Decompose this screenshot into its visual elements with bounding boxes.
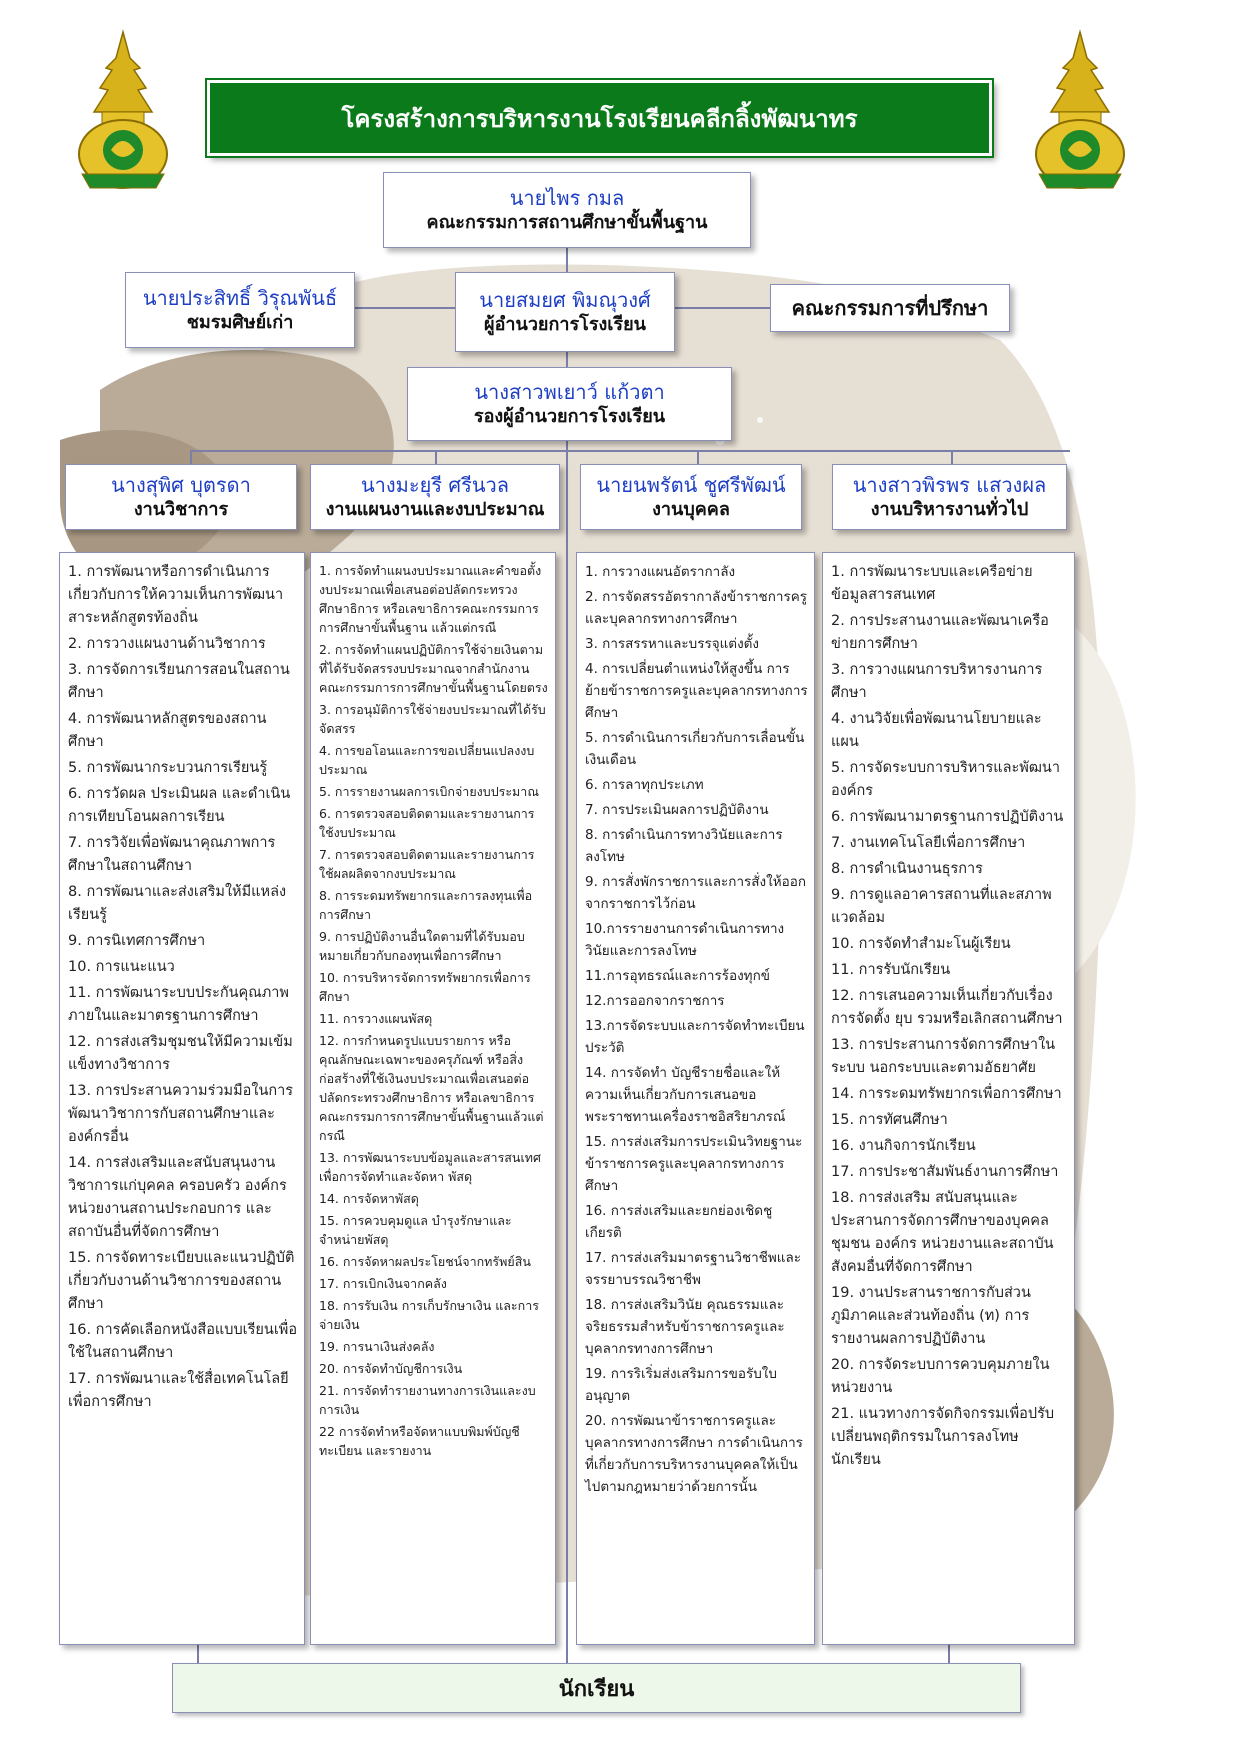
task-item: 9. การดูแลอาคารสถานที่และสภาพแวดล้อม xyxy=(831,887,1052,926)
alumni-box xyxy=(125,272,355,348)
task-item: 10.การรายงานการดำเนินการทางวินัยและการลงโทษ xyxy=(585,921,785,959)
dept-role: งานวิชาการ xyxy=(133,498,229,520)
task-item: 5. การพัฒนากระบวนการเรียนรู้ xyxy=(68,760,268,776)
task-item: 20. การจัดระบบการควบคุมภายในหน่วยงาน xyxy=(831,1357,1050,1396)
task-item: 15. การส่งเสริมการประเมินวิทยฐานะข้าราชการครูและบุคลากรทางการศึกษา xyxy=(585,1134,803,1194)
task-item: 13.การจัดระบบและการจัดทำทะเบียนประวัติ xyxy=(585,1018,805,1056)
task-item: 18. การส่งเสริมวินัย คุณธรรมและจริยธรรมสำหรับข้าราชการครูและบุคลากรทางการศึกษา xyxy=(585,1297,785,1357)
emblem-icon xyxy=(68,28,178,198)
task-item: 17. การส่งเสริมมาตรฐานวิชาชีพและจรรยาบรรณวิชาชีพ xyxy=(585,1250,801,1288)
dept-header-general xyxy=(832,464,1067,530)
task-item: 15. การทัศนศึกษา xyxy=(831,1112,948,1128)
director-box xyxy=(455,272,675,352)
task-item: 11. การพัฒนาระบบประกันคุณภาพภายในและมาตรฐานการศึกษา xyxy=(68,985,289,1024)
task-item: 8. การระดมทรัพยากรและการลงทุนเพื่อการศึกษา xyxy=(319,888,533,922)
dept-list-budget xyxy=(310,552,556,1645)
task-item: 17. การประชาสัมพันธ์งานการศึกษา xyxy=(831,1164,1059,1180)
connector-dept-3 xyxy=(697,450,699,465)
dept-header-budget xyxy=(310,464,560,530)
task-item: 8. การดำเนินการทางวินัยและการลงโทษ xyxy=(585,827,783,865)
task-item: 3. การอนุมัติการใช้จ่ายงบประมาณที่ได้รับจัดสรร xyxy=(319,702,546,736)
task-item: 20. การพัฒนาข้าราชการครูและบุคลากรทางการศึกษา การดำเนินการที่เกี่ยวกับการบริหารงานบุคคลให้เป็นไปตามกฎหมายว่าด้วยการนั้น xyxy=(585,1413,803,1495)
task-item: 7. การตรวจสอบติดตามและรายงานการใช้ผลผลิตจากงบประมาณ xyxy=(319,847,535,881)
task-item: 17. การพัฒนาและใช้สื่อเทคโนโลยีเพื่อการศึกษา xyxy=(68,1371,289,1410)
dept-role: งานบริหารงานทั่วไป xyxy=(870,498,1029,520)
dept-role: งานบุคคล xyxy=(652,498,730,520)
alumni-role: ชมรมศิษย์เก่า xyxy=(186,311,294,333)
task-item: 16. การคัดเลือกหนังสือแบบเรียนเพื่อใช้ในสถานศึกษา xyxy=(68,1322,298,1361)
task-item: 9. การปฏิบัติงานอื่นใดตามที่ได้รับมอบหมายเกี่ยวกับกองทุนเพื่อการศึกษา xyxy=(319,929,525,963)
task-item: 8. การพัฒนาและส่งเสริมให้มีแหล่งเรียนรู้ xyxy=(68,884,287,923)
task-item: 16. งานกิจการนักเรียน xyxy=(831,1138,976,1154)
dept-name: นายนพรัตน์ ชูศรีพัฒน์ xyxy=(596,472,786,497)
task-item: 14. การจัดทำ บัญชีรายชื่อและให้ความเห็นเกี่ยวกับการเสนอขอพระราชทานเครื่องราชอิสริยาภรณ์ xyxy=(585,1065,786,1125)
dept-name: นางสุพิศ บุตรดา xyxy=(111,472,251,497)
task-item: 20. การจัดทำบัญชีการเงิน xyxy=(319,1361,463,1376)
task-item: 2. การจัดสรรอัตรากาลังข้าราชการครูและบุคลากรทางการศึกษา xyxy=(585,589,808,627)
task-item: 13. การประสานการจัดการศึกษาในระบบ นอกระบบและตามอัธยาศัย xyxy=(831,1037,1056,1076)
task-item: 17. การเบิกเงินจากคลัง xyxy=(319,1276,447,1291)
task-item: 4. การเปลี่ยนตำแหน่งให้สูงขึ้น การย้ายข้าราชการครูและบุคลากรทางการศึกษา xyxy=(585,661,808,721)
task-item: 12.การออกจากราชการ xyxy=(585,993,725,1009)
dept-list-academic xyxy=(59,552,305,1645)
task-item: 10. การจัดทำสำมะโนผู้เรียน xyxy=(831,936,1011,952)
task-item: 3. การสรรหาและบรรจุแต่งตั้ง xyxy=(585,636,760,652)
task-item: 5. การดำเนินการเกี่ยวกับการเลื่อนขั้นเงินเดือน xyxy=(585,730,805,768)
task-item: 9. การสั่งพักราชการและการสั่งให้ออกจากราชการไว้ก่อน xyxy=(585,874,807,912)
task-item: 12. การเสนอความเห็นเกี่ยวกับเรื่องการจัดตั้ง ยุบ รวมหรือเลิกสถานศึกษา xyxy=(831,988,1063,1027)
connector-trunk xyxy=(566,248,568,1663)
dept-list-general xyxy=(822,552,1075,1645)
task-item: 16. การส่งเสริมและยกย่องเชิดชูเกียรติ xyxy=(585,1203,773,1241)
task-item: 6. การลาทุกประเภท xyxy=(585,777,704,793)
page-title: โครงสร้างการบริหารงานโรงเรียนคลีกลิ้งพัฒนาทร xyxy=(207,80,992,156)
task-item: 8. การดำเนินงานธุรการ xyxy=(831,861,983,877)
task-item: 4. การขอโอนและการขอเปลี่ยนแปลงงบประมาณ xyxy=(319,743,535,777)
task-item: 11.การอุทธรณ์และการร้องทุกข์ xyxy=(585,968,770,984)
connector-dept-1 xyxy=(190,450,192,465)
task-item: 18. การส่งเสริม สนับสนุนและประสานการจัดการศึกษาของบุคคล ชุมชน องค์กร หน่วยงานและสถาบันสังคมอื่นที่จัดการศึกษา xyxy=(831,1190,1054,1275)
task-item: 12. การกำหนดรูปแบบรายการ หรือคุณลักษณะเฉพาะของครุภัณฑ์ หรือสิ่งก่อสร้างที่ใช้เงินงบประมาณเพื่อเสนอต่อปลัดกระทรวงศึกษาธิการ หรือเลขาธิการคณะกรรมการการศึกษาขั้นพื้นฐานแล้วแต่กรณี xyxy=(319,1033,544,1143)
task-item: 6. การวัดผล ประเมินผล และดำเนินการเทียบโอนผลการเรียน xyxy=(68,786,291,825)
task-item: 3. การจัดการเรียนการสอนในสถานศึกษา xyxy=(68,662,290,701)
task-item: 14. การจัดหาพัสดุ xyxy=(319,1191,419,1206)
advisory-box: คณะกรรมการที่ปรึกษา xyxy=(770,284,1010,332)
board-role: คณะกรรมการสถานศึกษาขั้นพื้นฐาน xyxy=(426,211,708,233)
task-item: 10. การบริหารจัดการทรัพยากรเพื่อการศึกษา xyxy=(319,970,531,1004)
deputy-box xyxy=(407,367,732,441)
task-item: 7. งานเทคโนโลยีเพื่อการศึกษา xyxy=(831,835,1026,851)
task-item: 12. การส่งเสริมชุมชนให้มีความเข้มแข็งทางวิชาการ xyxy=(68,1034,293,1073)
dept-name: นางมะยุรี ศรีนวล xyxy=(360,472,509,497)
students-box: นักเรียน xyxy=(172,1663,1021,1713)
task-item: 7. การประเมินผลการปฏิบัติงาน xyxy=(585,802,769,818)
connector-dept-4 xyxy=(951,450,953,465)
task-item: 16. การจัดหาผลประโยชน์จากทรัพย์สิน xyxy=(319,1254,531,1269)
task-item: 15. การควบคุมดูแล บำรุงรักษาและจำหน่ายพัสดุ xyxy=(319,1213,512,1247)
connector-advisory xyxy=(675,307,770,309)
task-item: 18. การรับเงิน การเก็บรักษาเงิน และการจ่ายเงิน xyxy=(319,1298,539,1332)
task-item: 9. การนิเทศการศึกษา xyxy=(68,933,206,949)
dept-header-personnel xyxy=(580,464,802,530)
task-item: 21. แนวทางการจัดกิจกรรมเพื่อปรับเปลี่ยนพฤติกรรมในการลงโทษนักเรียน xyxy=(831,1406,1055,1468)
task-item: 11. การรับนักเรียน xyxy=(831,962,951,978)
task-item: 1. การจัดทำแผนงบประมาณและคำขอตั้งงบประมาณเพื่อเสนอต่อปลัดกระทรวงศึกษาธิการ หรือเลขาธิการคณะกรรมการการศึกษาขั้นพื้นฐาน แล้วแต่กรณี xyxy=(319,563,542,635)
connector-alumni xyxy=(355,307,455,309)
task-item: 2. การประสานงานและพัฒนาเครือข่ายการศึกษา xyxy=(831,613,1049,652)
emblem-left xyxy=(68,28,178,198)
director-name: นายสมยศ พิมณุวงศ์ xyxy=(479,287,651,312)
task-item: 19. การนาเงินส่งคลัง xyxy=(319,1339,435,1354)
connector-dept-2 xyxy=(435,450,437,465)
task-item: 13. การพัฒนาระบบข้อมูลและสารสนเทศเพื่อการจัดทำและจัดหา พัสดุ xyxy=(319,1150,541,1184)
task-item: 14. การระดมทรัพยากรเพื่อการศึกษา xyxy=(831,1086,1062,1102)
task-item: 1. การวางแผนอัตรากาลัง xyxy=(585,564,736,580)
task-item: 10. การแนะแนว xyxy=(68,959,175,975)
task-item: 1. การพัฒนาหรือการดำเนินการเกี่ยวกับการให้ความเห็นการพัฒนาสาระหลักสูตรท้องถิ่น xyxy=(68,564,284,626)
task-item: 22 การจัดทำหรือจัดหาแบบพิมพ์บัญชีทะเบียน และรายงาน xyxy=(319,1424,520,1458)
task-item: 21. การจัดทำรายงานทางการเงินและงบการเงิน xyxy=(319,1383,536,1417)
deputy-name: นางสาวพเยาว์ แก้วตา xyxy=(474,379,665,404)
task-item: 5. การรายงานผลการเบิกจ่ายงบประมาณ xyxy=(319,784,539,799)
task-item: 1. การพัฒนาระบบและเครือข่ายข้อมูลสารสนเทศ xyxy=(831,564,1033,603)
connector-departments xyxy=(190,450,1070,452)
task-item: 19. งานประสานราชการกับส่วนภูมิภาคและส่วนท้องถิ่น (ท) การรายงานผลการปฏิบัติงาน xyxy=(831,1285,1031,1347)
task-item: 11. การวางแผนพัสดุ xyxy=(319,1011,433,1026)
task-item: 4. งานวิจัยเพื่อพัฒนานโยบายและแผน xyxy=(831,711,1042,750)
dept-list-personnel xyxy=(576,552,815,1645)
dept-role: งานแผนงานและงบประมาณ xyxy=(325,498,545,520)
task-item: 3. การวางแผนการบริหารงานการศึกษา xyxy=(831,662,1043,701)
dept-name: นางสาวพิรพร แสวงผล xyxy=(852,472,1047,497)
task-item: 6. การพัฒนามาตรฐานการปฏิบัติงาน xyxy=(831,809,1064,825)
task-item: 2. การวางแผนงานด้านวิชาการ xyxy=(68,636,266,652)
task-item: 14. การส่งเสริมและสนับสนุนงานวิชาการแก่บุคคล ครอบครัว องค์กร หน่วยงานสถานประกอบการ และสถาบันอื่นที่จัดการศึกษา xyxy=(68,1155,287,1240)
director-role: ผู้อำนวยการโรงเรียน xyxy=(484,313,646,335)
emblem-icon xyxy=(1025,28,1135,198)
emblem-right xyxy=(1025,28,1135,198)
task-item: 15. การจัดทาระเบียบและแนวปฏิบัติเกี่ยวกับงานด้านวิชาการของสถานศึกษา xyxy=(68,1250,295,1312)
task-item: 13. การประสานความร่วมมือในการพัฒนาวิชาการกับสถานศึกษาและองค์กรอื่น xyxy=(68,1083,294,1145)
deputy-role: รองผู้อำนวยการโรงเรียน xyxy=(473,405,666,427)
task-item: 5. การจัดระบบการบริหารและพัฒนาองค์กร xyxy=(831,760,1060,799)
board-box xyxy=(383,172,751,248)
task-item: 4. การพัฒนาหลักสูตรของสถานศึกษา xyxy=(68,711,267,750)
task-item: 7. การวิจัยเพื่อพัฒนาคุณภาพการศึกษาในสถานศึกษา xyxy=(68,835,276,874)
alumni-name: นายประสิทธิ์ วิรุณพันธ์ xyxy=(142,285,338,310)
task-item: 6. การตรวจสอบติดตามและรายงานการใช้งบประมาณ xyxy=(319,806,535,840)
dept-header-academic xyxy=(65,464,297,530)
task-item: 19. การริเริ่มส่งเสริมการขอรับใบอนุญาต xyxy=(585,1366,777,1404)
board-name: นายไพร กมล xyxy=(509,185,625,210)
task-item: 2. การจัดทำแผนปฏิบัติการใช้จ่ายเงินตามที่ได้รับจัดสรรงบประมาณจากสำนักงานคณะกรรมการการศึกษาขั้นพื้นฐานโดยตรง xyxy=(319,642,548,695)
